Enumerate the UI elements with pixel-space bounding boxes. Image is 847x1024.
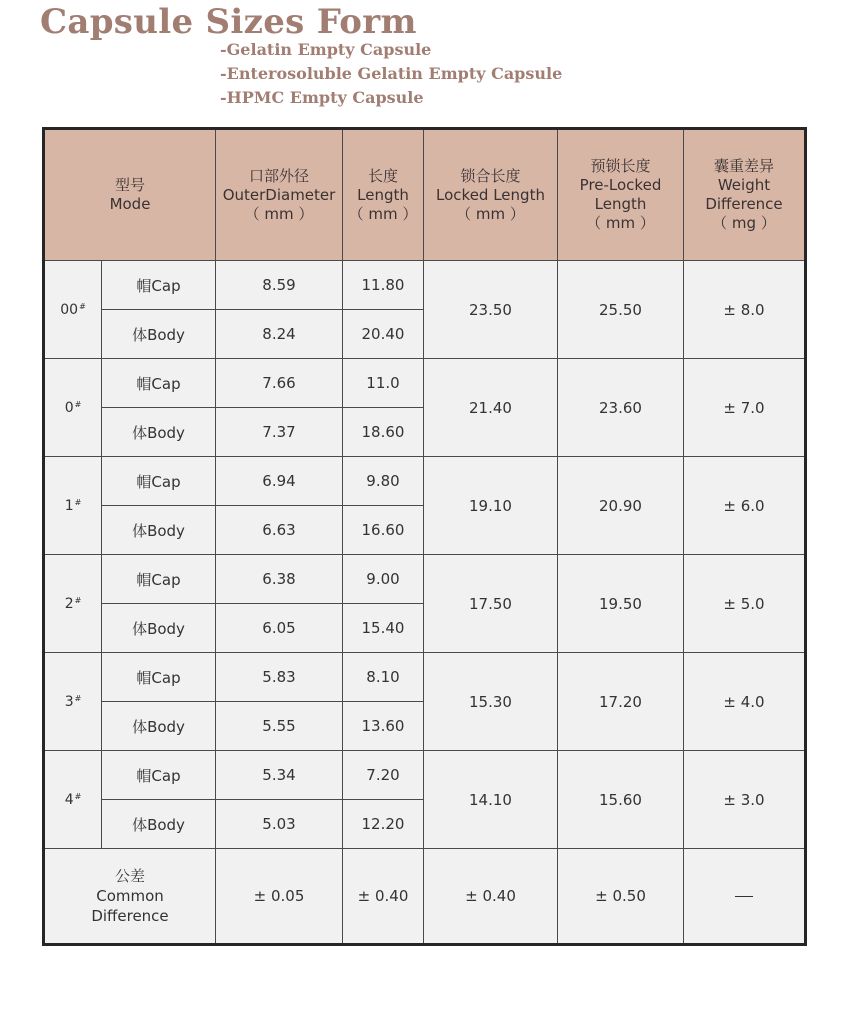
mode-value: 3: [64, 693, 74, 710]
body-length: 13.60: [343, 702, 424, 751]
dash-icon: [735, 896, 753, 897]
tolerance-label-line: Difference: [91, 907, 169, 925]
cap-outer-diameter: 7.66: [216, 359, 343, 408]
pre-locked-length: 17.20: [558, 653, 684, 751]
mode-cell: [44, 751, 102, 849]
table-header-row: [44, 129, 806, 261]
pre-locked-length: 25.50: [558, 261, 684, 359]
header-line: 长度: [367, 166, 398, 185]
part-label-body: 体Body: [102, 408, 216, 457]
mode-value: 1: [64, 497, 74, 514]
body-length: 12.20: [343, 800, 424, 849]
tolerance-label-line: 公差: [114, 867, 145, 885]
header-line: 型号: [114, 176, 145, 194]
mode-cell: [44, 555, 102, 653]
body-outer-diameter: 5.55: [216, 702, 343, 751]
header-mode: [44, 129, 216, 261]
weight-difference: ± 7.0: [684, 359, 806, 457]
mode-mark: #: [74, 595, 82, 605]
cap-outer-diameter: 5.34: [216, 751, 343, 800]
mode-cell: [44, 457, 102, 555]
mode-value: 2: [64, 595, 74, 612]
tolerance-label-line: Common: [96, 887, 164, 905]
weight-difference: ± 8.0: [684, 261, 806, 359]
tolerance-length: ± 0.40: [343, 849, 424, 945]
tolerance-outer-diameter: ± 0.05: [216, 849, 343, 945]
header-line: Difference: [705, 195, 783, 213]
cap-length: 11.80: [343, 261, 424, 310]
locked-length: 15.30: [424, 653, 558, 751]
mode-mark: #: [79, 301, 86, 311]
weight-difference: ± 6.0: [684, 457, 806, 555]
cap-length: 7.20: [343, 751, 424, 800]
cap-outer-diameter: 5.83: [216, 653, 343, 702]
header-locked-length: [424, 129, 558, 261]
part-label-cap: 帽Cap: [102, 359, 216, 408]
header-line: Mode: [109, 195, 151, 213]
part-label-body: 体Body: [102, 702, 216, 751]
body-outer-diameter: 5.03: [216, 800, 343, 849]
cap-length: 9.00: [343, 555, 424, 604]
mode-mark: #: [74, 497, 82, 507]
cap-outer-diameter: 8.59: [216, 261, 343, 310]
cap-length: 11.0: [343, 359, 424, 408]
capsule-type-list: [220, 38, 562, 110]
part-label-body: 体Body: [102, 604, 216, 653]
capsule-type-item: -Enterosoluble Gelatin Empty Capsule: [220, 64, 563, 83]
header-line: 锁合长度: [460, 166, 521, 185]
header-line: （ mg ）: [712, 214, 776, 232]
header-line: Length: [357, 185, 409, 204]
body-length: 18.60: [343, 408, 424, 457]
cap-outer-diameter: 6.38: [216, 555, 343, 604]
mode-value: 00: [60, 301, 79, 318]
body-length: 20.40: [343, 310, 424, 359]
part-label-cap: 帽Cap: [102, 653, 216, 702]
table-row-cap: [44, 359, 806, 408]
part-label-cap: 帽Cap: [102, 751, 216, 800]
header-line: 口部外径: [248, 166, 309, 185]
locked-length: 14.10: [424, 751, 558, 849]
pre-locked-length: 15.60: [558, 751, 684, 849]
header-line: （ mm ）: [586, 214, 655, 232]
capsule-size-table: [42, 127, 807, 946]
body-length: 16.60: [343, 506, 424, 555]
header-line: Weight: [717, 176, 771, 194]
body-outer-diameter: 8.24: [216, 310, 343, 359]
weight-difference: ± 3.0: [684, 751, 806, 849]
locked-length: 21.40: [424, 359, 558, 457]
body-outer-diameter: 6.63: [216, 506, 343, 555]
header-outer-diameter: [216, 129, 343, 261]
header-line: 囊重差异: [713, 157, 774, 175]
mode-value: 0: [64, 399, 74, 416]
body-outer-diameter: 6.05: [216, 604, 343, 653]
mode-value: 4: [64, 791, 74, 808]
table-row-cap: [44, 457, 806, 506]
capsule-type-item: -HPMC Empty Capsule: [220, 88, 424, 107]
header-length: [343, 129, 424, 261]
header-weight-difference: [684, 129, 806, 261]
header-line: Length: [594, 195, 647, 213]
header-pre-locked-length: [558, 129, 684, 261]
mode-mark: #: [74, 791, 82, 801]
page-title: Capsule Sizes Form: [40, 2, 417, 42]
cap-outer-diameter: 6.94: [216, 457, 343, 506]
header-line: （ mm ）: [244, 204, 314, 223]
header-line: Locked Length: [436, 185, 545, 204]
weight-difference: ± 4.0: [684, 653, 806, 751]
mode-mark: #: [74, 693, 82, 703]
tolerance-weight-difference: [684, 849, 806, 945]
cap-length: 9.80: [343, 457, 424, 506]
capsule-type-item: -Gelatin Empty Capsule: [220, 40, 432, 59]
header-line: （ mm ）: [348, 204, 418, 223]
tolerance-locked-length: ± 0.40: [424, 849, 558, 945]
header-line: （ mm ）: [456, 204, 525, 223]
locked-length: 23.50: [424, 261, 558, 359]
part-label-body: 体Body: [102, 506, 216, 555]
part-label-cap: 帽Cap: [102, 261, 216, 310]
table-row-cap: [44, 653, 806, 702]
header-line: 预锁长度: [590, 157, 651, 175]
header-line: OuterDiameter: [222, 185, 336, 204]
mode-cell: [44, 261, 102, 359]
pre-locked-length: 19.50: [558, 555, 684, 653]
cap-length: 8.10: [343, 653, 424, 702]
locked-length: 19.10: [424, 457, 558, 555]
table-row-cap: [44, 555, 806, 604]
tolerance-row: [44, 849, 806, 945]
part-label-body: 体Body: [102, 800, 216, 849]
table-row-cap: [44, 751, 806, 800]
mode-mark: #: [74, 399, 82, 409]
tolerance-pre-locked-length: ± 0.50: [558, 849, 684, 945]
header-line: Pre-Locked: [579, 176, 662, 194]
weight-difference: ± 5.0: [684, 555, 806, 653]
part-label-body: 体Body: [102, 310, 216, 359]
tolerance-label: [44, 849, 216, 945]
body-outer-diameter: 7.37: [216, 408, 343, 457]
part-label-cap: 帽Cap: [102, 555, 216, 604]
locked-length: 17.50: [424, 555, 558, 653]
mode-cell: [44, 359, 102, 457]
mode-cell: [44, 653, 102, 751]
pre-locked-length: 23.60: [558, 359, 684, 457]
part-label-cap: 帽Cap: [102, 457, 216, 506]
pre-locked-length: 20.90: [558, 457, 684, 555]
table-row-cap: [44, 261, 806, 310]
body-length: 15.40: [343, 604, 424, 653]
